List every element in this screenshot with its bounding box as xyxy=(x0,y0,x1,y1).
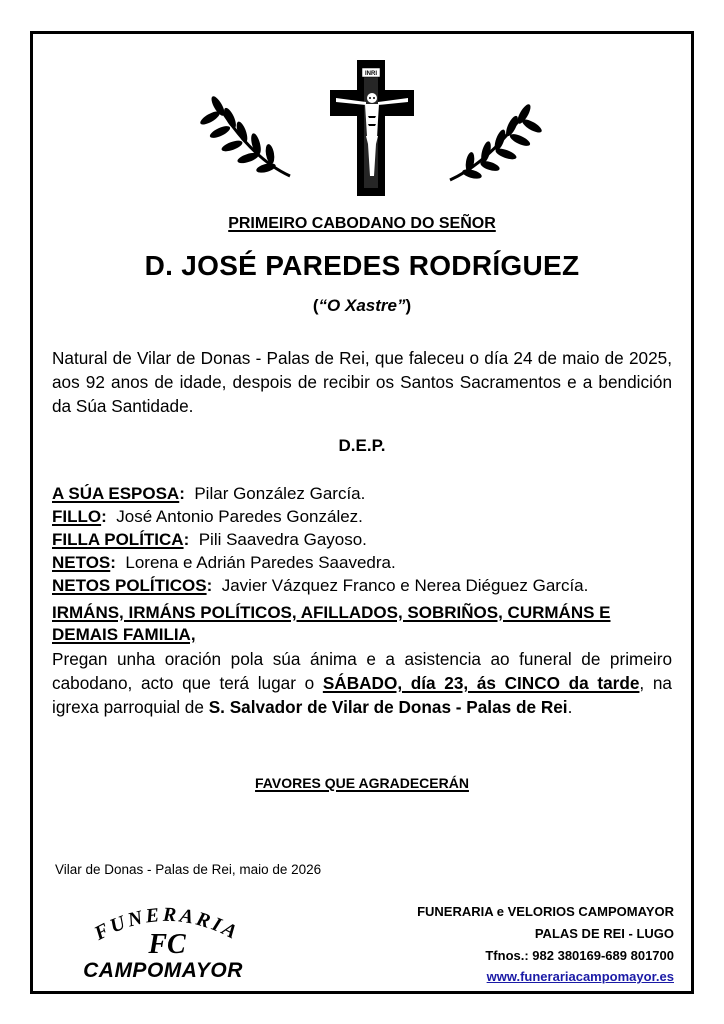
family-label: FILLO xyxy=(52,507,102,526)
family-names: Lorena e Adrián Paredes Saavedra. xyxy=(125,553,396,572)
family-line-grandchildren xyxy=(52,552,396,574)
family-label: A SÚA ESPOSA xyxy=(52,484,180,503)
contact-company: FUNERARIA e VELORIOS CAMPOMAYOR xyxy=(417,904,674,919)
deceased-name: D. JOSÉ PAREDES RODRÍGUEZ xyxy=(144,250,580,281)
family-separator: : xyxy=(101,507,107,526)
dep-heading: D.E.P. xyxy=(338,436,386,455)
church-name: S. Salvador de Vilar de Donas - Palas de Rei xyxy=(208,697,568,717)
family-label: NETOS xyxy=(52,553,111,572)
family-names: Javier Vázquez Franco e Nerea Diéguez García. xyxy=(221,576,589,595)
crucifix-icon xyxy=(328,58,418,200)
prayer-text-1: Pregan unha oración pola súa ánima e a asistencia ao funeral de primeiro cabodano, acto que terá lugar o xyxy=(52,649,672,693)
nickname-line xyxy=(0,296,724,316)
family-separator: : xyxy=(206,576,213,595)
family-line-son xyxy=(52,506,363,528)
logo-arc-text: FUNERARIA xyxy=(90,903,244,945)
nickname: “O Xastre” xyxy=(318,296,406,315)
laurel-left-icon xyxy=(190,88,300,188)
contact-location: PALAS DE REI - LUGO xyxy=(534,926,674,941)
funeraria-logo xyxy=(55,893,280,983)
family-line-daughter-in-law xyxy=(52,529,367,551)
funeral-time: SÁBADO, día 23, ás CINCO da tarde xyxy=(322,673,640,693)
nickname-close-paren: ) xyxy=(405,296,412,315)
prayer-text-2: , na igrexa parroquial de xyxy=(52,673,672,717)
family-names: José Antonio Paredes González. xyxy=(116,507,363,526)
family-names: Pilar González García. xyxy=(194,484,366,503)
thanks-line: FAVORES QUE AGRADECERÁN xyxy=(255,775,469,791)
logo-monogram: FC xyxy=(148,929,186,960)
family-separator: : xyxy=(183,530,190,549)
extended-family-heading: IRMÁNS, IRMÁNS POLÍTICOS, AFILLADOS, SOBRIÑOS, CURMÁNS E DEMAIS FAMILIA, xyxy=(52,603,611,644)
website-link[interactable]: www.funerariacampomayor.es xyxy=(486,969,674,984)
date-place: Vilar de Donas - Palas de Rei, maio de 2026 xyxy=(55,862,322,877)
family-label: FILLA POLÍTICA xyxy=(52,530,184,549)
family-label: NETOS POLÍTICOS xyxy=(52,576,207,595)
nickname-open-paren: ( xyxy=(312,296,319,315)
family-line-grandchildren-in-law xyxy=(52,575,588,597)
cross-plaque-text: INRI xyxy=(365,71,377,77)
anniversary-subtitle: PRIMEIRO CABODANO DO SEÑOR xyxy=(228,215,496,232)
family-separator: : xyxy=(110,553,116,572)
prayer-text-3: . xyxy=(567,697,573,717)
family-separator: : xyxy=(179,484,185,503)
contact-phones: Tfnos.: 982 380169-689 801700 xyxy=(485,948,674,963)
logo-name: CAMPOMAYOR xyxy=(83,959,243,982)
family-line-spouse xyxy=(52,483,365,505)
funeral-paragraph xyxy=(52,647,672,719)
intro-paragraph: Natural de Vilar de Donas - Palas de Rei, que faleceu o día 24 de maio de 2025, aos 92 anos de idade, despois de recibir os Santos Sacramentos e a bendición da Súa Santidade. xyxy=(52,348,672,416)
family-names: Pili Saavedra Gayoso. xyxy=(198,530,367,549)
laurel-right-icon xyxy=(440,100,550,190)
